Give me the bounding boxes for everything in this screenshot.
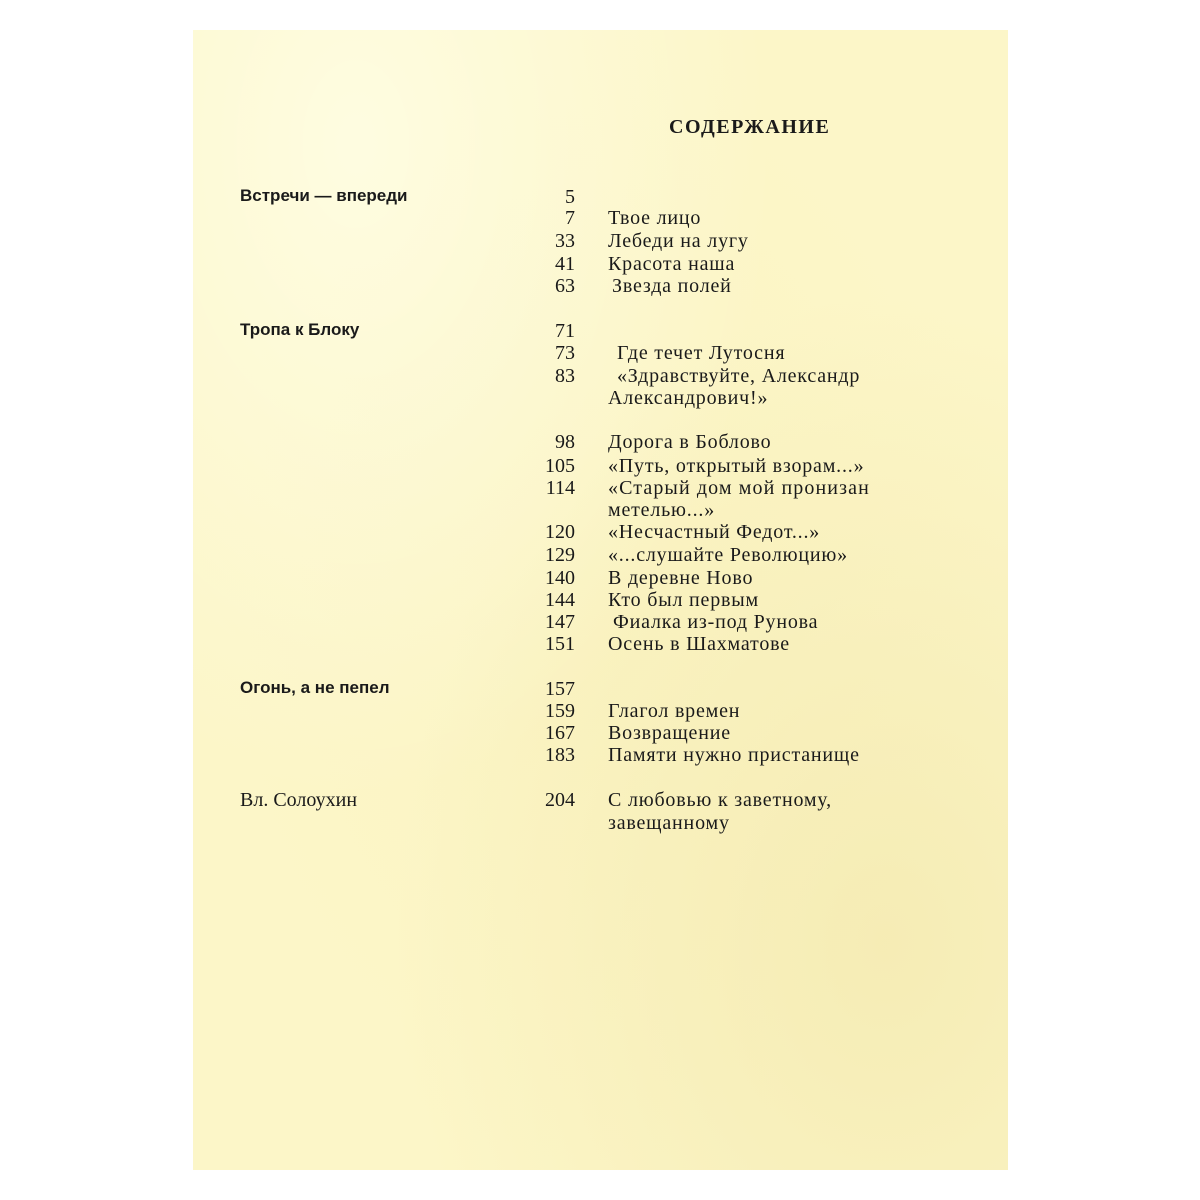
page-title: СОДЕРЖАНИЕ xyxy=(669,116,831,138)
entry-title: Возвращение xyxy=(608,722,731,744)
entry-page: 183 xyxy=(545,744,575,766)
section-title-2: Тропа к Блоку xyxy=(240,320,360,339)
entry-title: Дорога в Боблово xyxy=(608,431,772,453)
entry-page: 41 xyxy=(555,253,575,275)
entry-title: Где течет Лутосня xyxy=(617,342,786,364)
entry-page: 140 xyxy=(545,567,575,589)
entry-title: Красота наша xyxy=(608,253,736,275)
entry-page: 167 xyxy=(545,722,575,744)
section-page-3: 157 xyxy=(545,678,575,700)
entry-title: «Старый дом мой пронизан xyxy=(608,477,870,499)
entry-title: Глагол времен xyxy=(608,700,741,722)
entry-title: Фиалка из-под Рунова xyxy=(613,611,819,633)
entry-page: 105 xyxy=(545,455,575,477)
entry-title: Кто был первым xyxy=(608,589,759,611)
afterword-page: 204 xyxy=(545,789,575,811)
entry-title: Звезда полей xyxy=(612,275,732,297)
afterword-title-continuation: завещанному xyxy=(608,812,730,834)
entry-title: «Здравствуйте, Александр xyxy=(617,365,861,387)
entry-page: 120 xyxy=(545,521,575,543)
entry-page: 7 xyxy=(565,207,575,229)
entry-title: «...слушайте Революцию» xyxy=(608,544,848,566)
entry-page: 73 xyxy=(555,342,575,364)
section-title-1: Встречи — впереди xyxy=(240,186,408,205)
entry-page: 83 xyxy=(555,365,575,387)
entry-title: Лебеди на лугу xyxy=(608,230,749,252)
entry-title: «Несчастный Федот...» xyxy=(608,521,821,543)
section-page-2: 71 xyxy=(555,320,575,342)
entry-page: 159 xyxy=(545,700,575,722)
entry-page: 147 xyxy=(545,611,575,633)
entry-title: «Путь, открытый взорам...» xyxy=(608,455,865,477)
entry-title: В деревне Ново xyxy=(608,567,754,589)
entry-page: 98 xyxy=(555,431,575,453)
entry-page: 151 xyxy=(545,633,575,655)
afterword-author: Вл. Солоухин xyxy=(240,789,358,811)
entry-title: Памяти нужно пристанище xyxy=(608,744,860,766)
entry-page: 33 xyxy=(555,230,575,252)
entry-title: Осень в Шахматове xyxy=(608,633,790,655)
section-page-1: 5 xyxy=(565,186,575,208)
entry-title: Твое лицо xyxy=(608,207,702,229)
entry-page: 63 xyxy=(555,275,575,297)
entry-page: 129 xyxy=(545,544,575,566)
entry-title-continuation: метелью...» xyxy=(608,499,715,521)
entry-title-continuation: Александрович!» xyxy=(608,387,769,409)
entry-page: 114 xyxy=(545,477,575,499)
section-title-3: Огонь, а не пепел xyxy=(240,678,390,697)
entry-page: 144 xyxy=(545,589,575,611)
afterword-title: С любовью к заветному, xyxy=(608,789,832,811)
